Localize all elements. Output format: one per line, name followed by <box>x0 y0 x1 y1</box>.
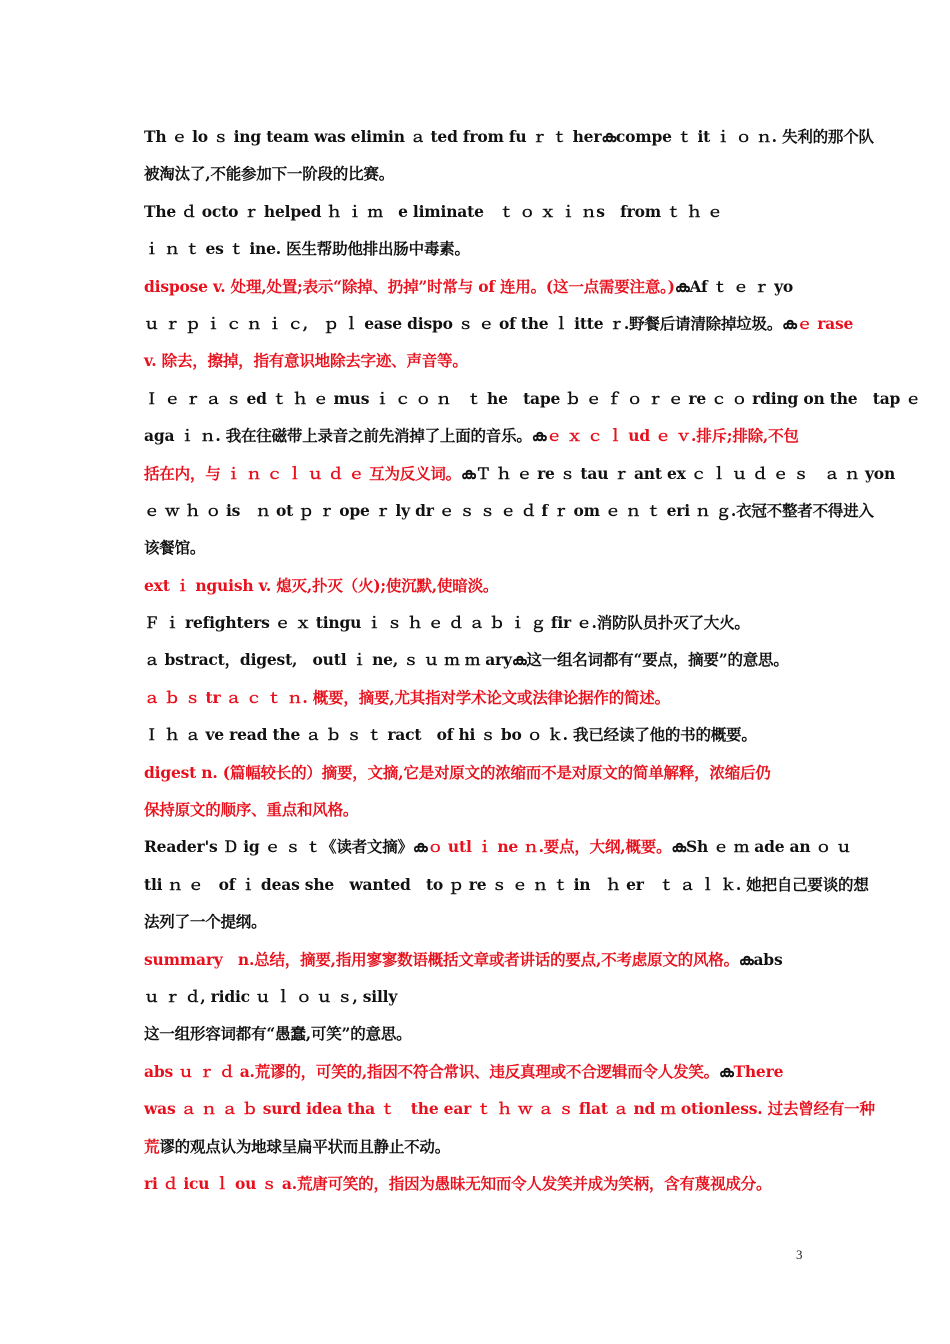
text-segment: aga ｉ ｎ. 我在往磁带上录音之前先消掉了上面的音乐。 <box>144 426 532 446</box>
text-line <box>144 828 852 865</box>
text-segment: The ｄ octo ｒ helped ｈ ｉ ｍ e liminate ｔ ｏ ｘ ｉ ｎs from ｔ ｈ ｅ <box>144 201 723 221</box>
text-segment: Ｉ ｅ ｒ ａ ｓ ed ｔ ｈ ｅ mus ｉ ｃ ｏ ｎ ｔ he tape ｂ ｅ ｆ ｏ ｒ ｅ re ｃ ｏ rding on the tap ｅ <box>144 388 921 408</box>
text-segment: 这一组名词都有“要点，摘要”的意思。 <box>526 650 789 670</box>
text-segment: 荒 <box>144 1136 160 1156</box>
text-line <box>144 155 808 192</box>
text-segment: ക <box>674 276 690 296</box>
text-line <box>144 268 808 305</box>
text-segment: ക <box>671 837 686 857</box>
text-line <box>144 230 808 267</box>
text-segment: ക <box>718 1061 734 1081</box>
text-line <box>144 1015 808 1052</box>
text-line <box>144 417 808 454</box>
page-content <box>144 118 921 1202</box>
text-segment: Ｉ ｈ ａ ve read the ａ ｂ ｓ ｔ ract of hi ｓ bo ｏ ｋ. 我已经读了他的书的概要。 <box>144 725 757 745</box>
text-line <box>144 866 869 903</box>
text-line <box>144 118 874 155</box>
text-line <box>144 342 808 379</box>
text-segment: 谬的观点认为地球呈扁平状而且静止不动。 <box>159 1136 451 1156</box>
text-segment: 保持原文的顺序、重点和风格。 <box>144 800 359 820</box>
text-line <box>144 978 808 1015</box>
text-segment: ａ bstract，digest, outl ｉ ne, ｓ ｕ ｍ ｍ ary <box>144 650 512 670</box>
text-line <box>144 1128 808 1165</box>
text-line <box>144 455 896 492</box>
text-segment: ext ｉ nguish v. 熄灭,扑灭（火);使沉默,使暗淡。 <box>144 575 499 595</box>
text-segment: Reader's Ｄ ig ｅ ｓ ｔ《读者文摘》 <box>144 837 413 857</box>
text-segment: dispose v. 处理,处置;表示“除掉、扔掉”时常与 of 连用。(这一点需要注意。) <box>144 276 675 296</box>
text-line <box>144 641 808 678</box>
text-segment: abs <box>753 949 783 969</box>
text-segment: Ｔ ｈ ｅ re ｓ tau ｒ ant ex ｃ ｌ ｕ ｄ ｅ ｓ ａ ｎ yon <box>475 463 896 483</box>
text-segment: abs ｕ ｒ ｄ a.荒谬的，可笑的,指因不符合常识、违反真理或不合逻辑而令人发笑。 <box>144 1061 719 1081</box>
text-line <box>144 1165 808 1202</box>
text-segment: Af ｔ ｅ ｒ yo <box>689 276 794 296</box>
text-segment: ａ ｂ ｓ tr ａ ｃ ｔ ｎ. 概要，摘要,尤其指对学术论文或法律论据作的简述。 <box>144 687 670 707</box>
text-segment: was ａ ｎ ａ ｂ surd idea tha ｔ the ear ｔ ｈ ｗ ａ ｓ flat ａ nd ｍ otionless. 过去曾经有一种 <box>144 1099 875 1119</box>
text-segment: compe ｔ it ｉ ｏ ｎ. 失利的那个队 <box>615 127 874 146</box>
text-line <box>144 1053 808 1090</box>
text-line <box>144 305 854 342</box>
text-segment: There <box>733 1061 784 1081</box>
text-segment: ക <box>601 127 616 146</box>
text-segment: ക <box>412 837 428 857</box>
text-segment: summary n.总结，摘要,指用寥寥数语概括文章或者讲话的要点,不考虑原文的风格。 <box>144 949 739 969</box>
text-line <box>144 604 808 641</box>
text-line <box>144 1090 875 1127</box>
text-segment: 被淘汰了,不能参加下一阶段的比赛。 <box>144 164 394 184</box>
text-line <box>144 193 808 230</box>
text-line <box>144 529 808 566</box>
text-segment: ക <box>531 426 547 446</box>
text-segment: ｅ ｗ ｈ ｏ is ｎ ot ｐ ｒ ope ｒ ly dr ｅ ｓ ｓ ｅ ｄ f ｒ om ｅ ｎ ｔ eri ｎ ｇ.衣冠不整者不得进入 <box>144 500 874 520</box>
text-segment: Th ｅ lo ｓ ing team was elimin ａ ted from fu ｒ ｔ her <box>144 127 602 146</box>
text-line <box>144 903 808 940</box>
text-segment: 括在内，与 ｉ ｎ ｃ ｌ ｕ ｄ ｅ 互为反义词。 <box>144 463 461 483</box>
text-segment: ｕ ｒ ｐ ｉ ｃ ｎ ｉ ｃ, ｐ ｌ ease dispo ｓ ｅ of the ｌ itte ｒ.野餐后请清除掉垃圾。 <box>144 313 783 333</box>
text-segment: ｏ utl ｉ ne ｎ.要点，大纲,概要。 <box>427 837 672 857</box>
text-segment: ri ｄ icu ｌ ou ｓ a.荒唐可笑的，指因为愚昧无知而令人发笑并成为笑柄，含有蔑视成分。 <box>144 1173 772 1193</box>
text-segment: 法列了一个提纲。 <box>144 912 267 932</box>
text-line <box>144 492 874 529</box>
text-segment: ｕ ｒ ｄ, ridic ｕ ｌ ｏ ｕ ｓ, silly <box>144 986 398 1006</box>
text-line <box>144 754 808 791</box>
text-segment: digest n. (篇幅较长的）摘要，文摘,它是对原文的浓缩而不是对原文的简单解释，浓缩后仍 <box>144 762 771 782</box>
text-line <box>144 791 808 828</box>
text-segment: Sh ｅ ｍ ade an ｏ ｕ <box>685 837 852 857</box>
text-segment: 这一组形容词都有“愚蠢,可笑”的意思。 <box>144 1024 412 1044</box>
page-number: 3 <box>796 1247 803 1262</box>
text-segment: ക <box>511 650 527 670</box>
text-segment: 该餐馆。 <box>144 538 206 558</box>
text-line <box>144 567 808 604</box>
text-line <box>144 679 808 716</box>
text-line <box>144 716 808 753</box>
text-segment: tli ｎ ｅ of ｉ deas she wanted to ｐ re ｓ ｅ ｎ ｔ in ｈ er ｔ ａ ｌ ｋ. 她把自己要谈的想 <box>144 874 869 894</box>
text-segment: ｉ ｎ ｔ es ｔ ine. 医生帮助他排出肠中毒素。 <box>144 239 470 259</box>
text-segment: ക <box>460 463 476 483</box>
text-segment: ക <box>782 313 797 333</box>
text-segment: ക <box>738 949 754 969</box>
text-segment: ｅ rase <box>796 313 854 333</box>
text-segment: v. 除去，擦掉，指有意识地除去字迹、声音等。 <box>144 351 468 371</box>
text-segment: Ｆ ｉ refighters ｅ ｘ tingu ｉ ｓ ｈ ｅ ｄ ａ ｂ ｉ ｇ fir ｅ.消防队员扑灭了大火。 <box>144 613 750 633</box>
text-segment: ｅ ｘ ｃ ｌ ud ｅ ｖ.排斥;排除,不包 <box>546 426 799 446</box>
text-line <box>144 380 921 417</box>
text-line <box>144 941 808 978</box>
